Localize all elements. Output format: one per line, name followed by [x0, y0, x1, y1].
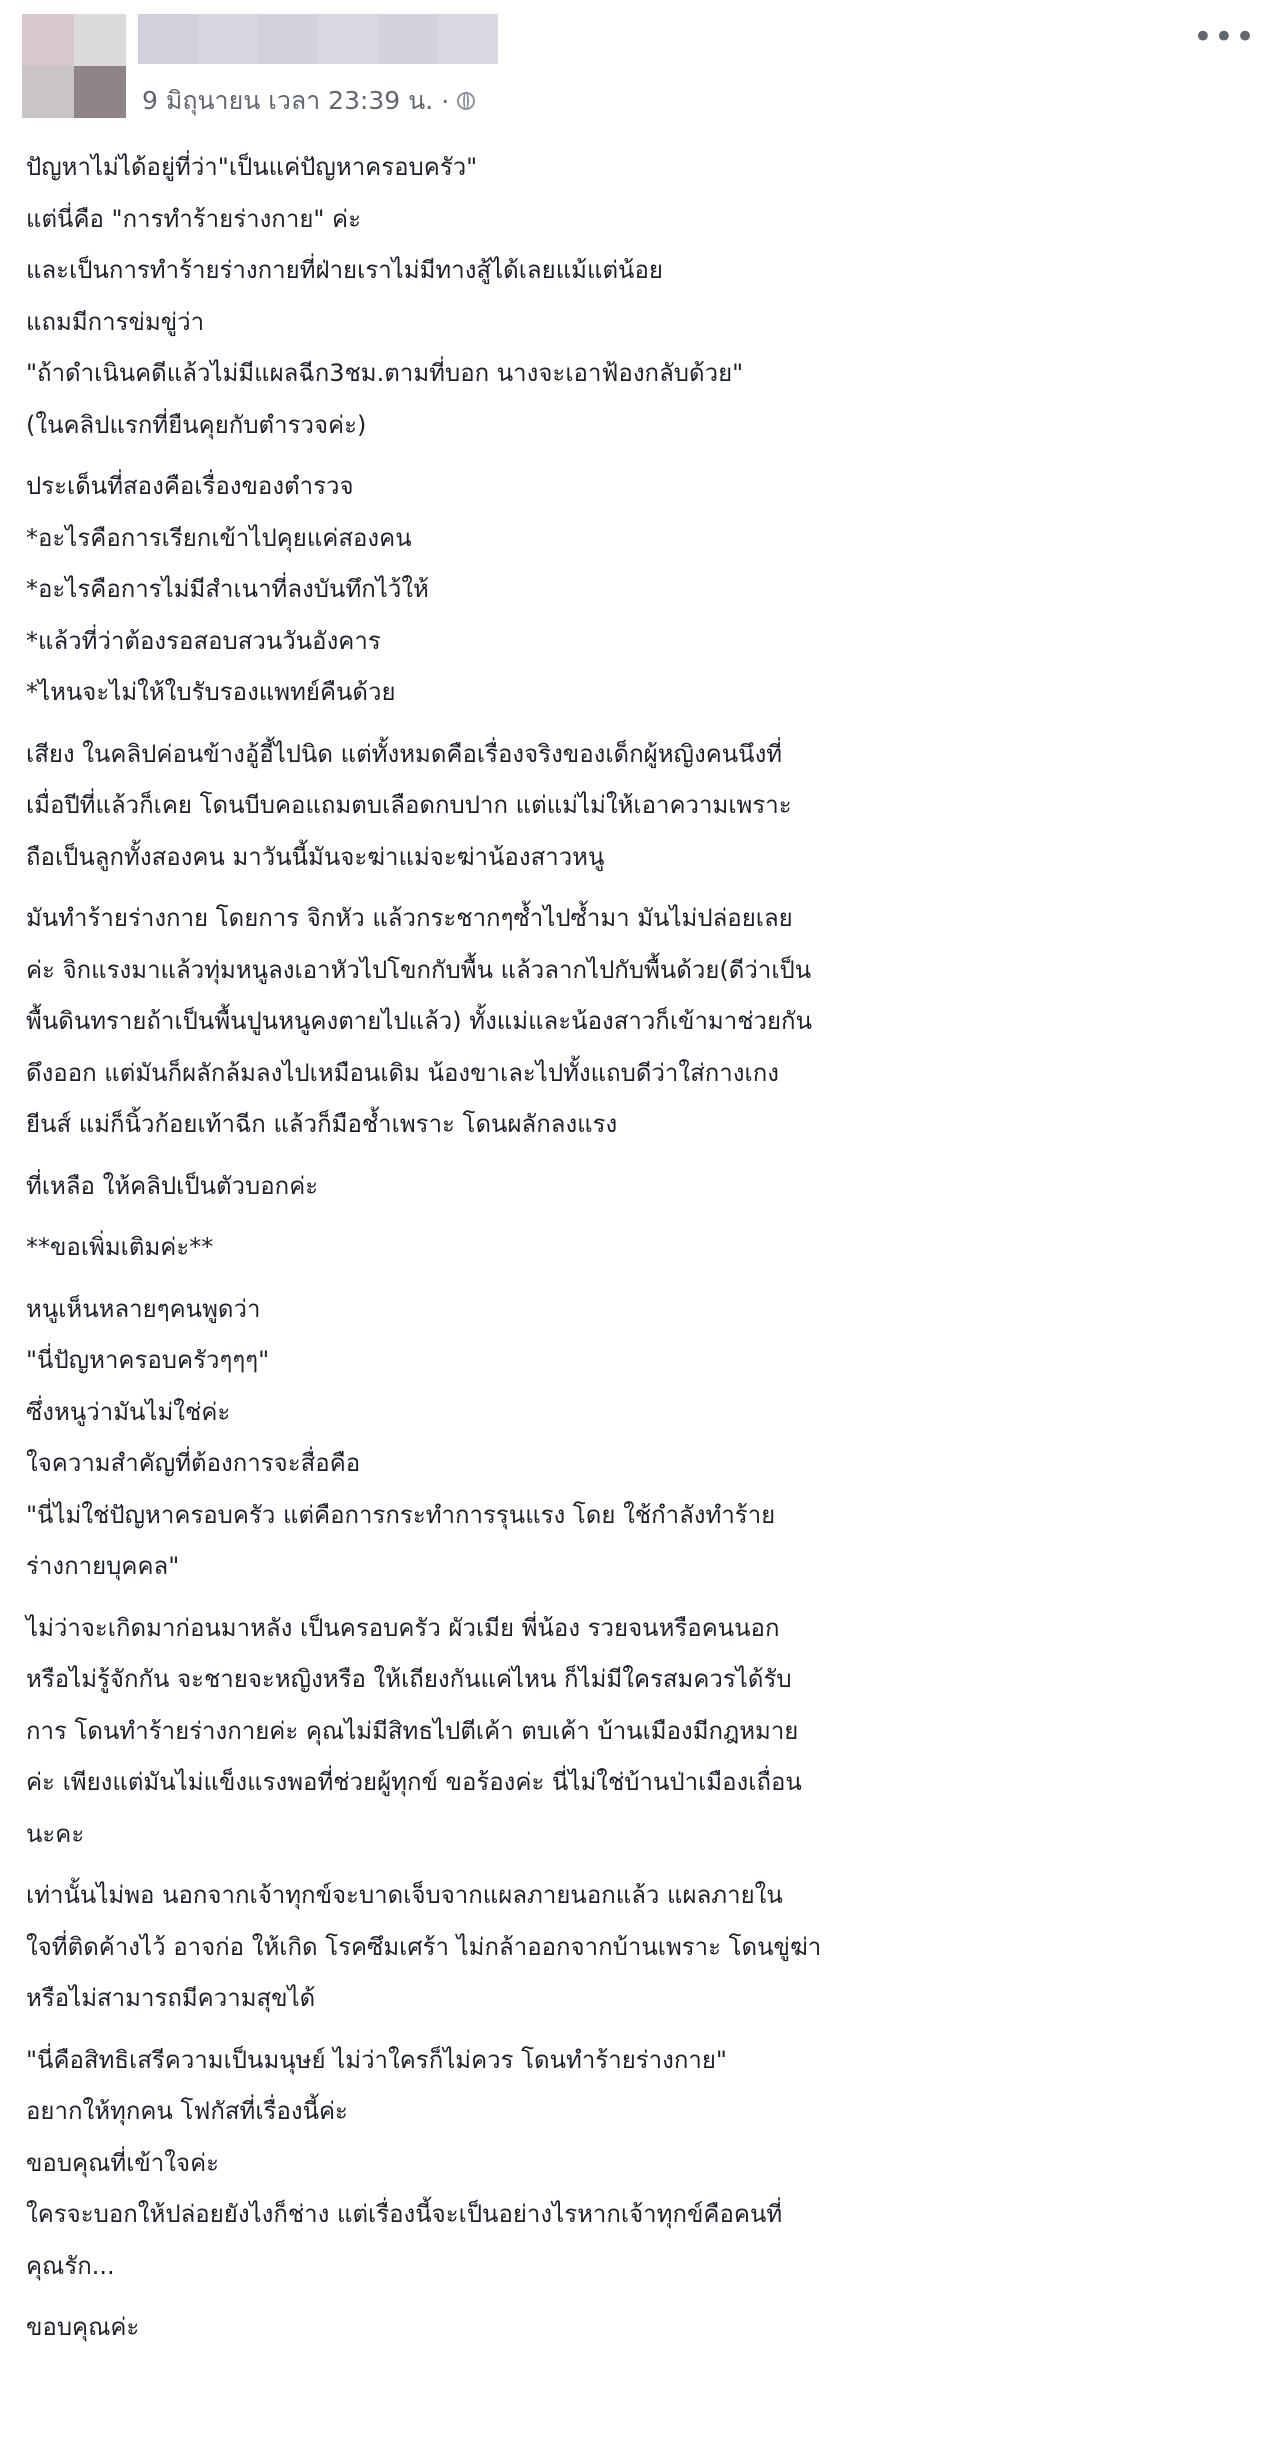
- post-text-line: ซึ่งหนูว่ามันไม่ใช่ค่ะ: [26, 1397, 231, 1426]
- post-text-line: "นี่ไม่ใช่ปัญหาครอบครัว แต่คือการกระทำการรุนแรง โดย ใช้กำลังทำร้าย: [26, 1500, 776, 1529]
- post-body: [26, 142, 1258, 2364]
- post-text-line: ประเด็นที่สองคือเรื่องของตำรวจ: [26, 472, 354, 500]
- post-text-line: ถือเป็นลูกทั้งสองคน มาวันนี้มันจะฆ่าแม่จะฆ่าน้องสาวหนู: [26, 842, 605, 871]
- post-text-line: ไม่ว่าจะเกิดมาก่อนมาหลัง เป็นครอบครัว ผัวเมีย พี่น้อง รวยจนหรือคนนอก: [26, 1613, 780, 1642]
- post-timestamp[interactable]: 9 มิถุนายน เวลา 23:39 น.: [142, 86, 434, 115]
- post-text-line: *ไหนจะไม่ให้ใบรับรองแพทย์คืนด้วย: [26, 678, 396, 706]
- more-options-button[interactable]: •••: [1192, 17, 1256, 57]
- post-text-line: "นี่ปัญหาครอบครัวๆๆๆ": [26, 1346, 270, 1374]
- post-meta: [142, 84, 475, 118]
- post-paragraph: [26, 893, 1258, 1151]
- post-text-line: ร่างกายบุคคล": [26, 1552, 180, 1580]
- post-text-line: คุณรัก...: [26, 2251, 115, 2280]
- post-text-line: ใครจะบอกให้ปล่อยยังไงก็ช่าง แต่เรื่องนี้จะเป็นอย่างไรหากเจ้าทุกข์คือคนที่: [26, 2200, 783, 2228]
- post-text-line: ยีนส์ แม่ก็นิ้วก้อยเท้าฉีก แล้วก็มือช้ำเพราะ โดนผลักลงแรง: [26, 1110, 618, 1138]
- post-text-line: ใจที่ติดค้างไว้ อาจก่อ ให้เกิด โรคซึมเศร้า ไม่กล้าออกจากบ้านเพราะ โดนขู่ฆ่า: [26, 1932, 822, 1961]
- post-text-line: มันทำร้ายร่างกาย โดยการ จิกหัว แล้วกระชากๆซ้ำไปซ้ำมา มันไม่ปล่อยเลย: [26, 904, 793, 932]
- post-text-line: *อะไรคือการไม่มีสำเนาที่ลงบันทึกไว้ให้: [26, 575, 429, 603]
- post-paragraph: [26, 1870, 1258, 2025]
- post-text-line: การ โดนทำร้ายร่างกายค่ะ คุณไม่มีสิทธไปตีเค้า ตบเค้า บ้านเมืองมีกฎหมาย: [26, 1716, 799, 1745]
- post-text-line: แถมมีการข่มขู่ว่า: [26, 307, 205, 336]
- post-text-line: ใจความสำคัญที่ต้องการจะสื่อคือ: [26, 1449, 361, 1477]
- post-text-line: นะคะ: [26, 1819, 85, 1848]
- post-text-line: ที่เหลือ ให้คลิปเป็นตัวบอกค่ะ: [26, 1171, 319, 1200]
- post-text-line: แต่นี่คือ "การทำร้ายร่างกาย" ค่ะ: [26, 204, 361, 233]
- globe-icon[interactable]: [457, 92, 475, 110]
- post-text-line: "ถ้าดำเนินคดีแล้วไม่มีแผลฉีก3ชม.ตามที่บอก นางจะเอาฟ้องกลับด้วย": [26, 359, 744, 387]
- post-text-line: หนูเห็นหลายๆคนพูดว่า: [26, 1294, 261, 1323]
- post-paragraph: [26, 142, 1258, 451]
- post-text-line: เท่านั้นไม่พอ นอกจากเจ้าทุกข์จะบาดเจ็บจากแผลภายนอกแล้ว แผลภายใน: [26, 1881, 783, 1909]
- post-paragraph: [26, 1161, 1258, 1213]
- post-paragraph: [26, 1603, 1258, 1861]
- post-text-line: (ในคลิปแรกที่ยืนคุยกับตำรวจค่ะ): [26, 410, 367, 439]
- avatar[interactable]: [22, 14, 126, 118]
- post-paragraph: [26, 729, 1258, 884]
- post-paragraph: [26, 1222, 1258, 1274]
- post-paragraph: [26, 2302, 1258, 2354]
- post-text-line: *แล้วที่ว่าต้องรอสอบสวนวันอังคาร: [26, 626, 381, 655]
- post-text-line: หรือไม่รู้จักกัน จะชายจะหญิงหรือ ให้เถียงกันแค่ไหน ก็ไม่มีใครสมควรได้รับ: [26, 1665, 792, 1693]
- post-text-line: พื้นดินทรายถ้าเป็นพื้นปูนหนูคงตายไปแล้ว) ทั้งแม่และน้องสาวก็เข้ามาช่วยกัน: [26, 1007, 812, 1035]
- post-paragraph: [26, 461, 1258, 719]
- post-text-line: และเป็นการทำร้ายร่างกายที่ฝ่ายเราไม่มีทางสู้ได้เลยแม้แต่น้อย: [26, 256, 663, 284]
- post-text-line: ค่ะ จิกแรงมาแล้วทุ่มหนูลงเอาหัวไปโขกกับพื้น แล้วลากไปกับพื้นด้วย(ดีว่าเป็น: [26, 955, 812, 984]
- post-text-line: ขอบคุณที่เข้าใจค่ะ: [26, 2148, 220, 2177]
- post-text-line: *อะไรคือการเรียกเข้าไปคุยแค่สองคน: [26, 523, 412, 552]
- post-text-line: ดึงออก แต่มันก็ผลักล้มลงไปเหมือนเดิม น้องขาเละไปทั้งแถบดีว่าใส่กางเกง: [26, 1058, 779, 1087]
- blurred-author-name[interactable]: [138, 14, 498, 64]
- post-text-line: **ขอเพิ่มเติมค่ะ**: [26, 1233, 214, 1261]
- post-text-line: ค่ะ เพียงแต่มันไม่แข็งแรงพอที่ช่วยผู้ทุกข์ ขอร้องค่ะ นี่ไม่ใช่บ้านป่าเมืองเถื่อน: [26, 1768, 802, 1796]
- post-text-line: "นี่คือสิทธิเสรีความเป็นมนุษย์ ไม่ว่าใครก็ไม่ควร โดนทำร้ายร่างกาย": [26, 2045, 727, 2074]
- post-paragraph: [26, 1284, 1258, 1593]
- post-text-line: ขอบคุณค่ะ: [26, 2313, 140, 2341]
- post-text-line: อยากให้ทุกคน โฟกัสที่เรื่องนี้ค่ะ: [26, 2097, 348, 2125]
- post-text-line: หรือไม่สามารถมีความสุขได้: [26, 1984, 316, 2012]
- meta-separator: ·: [441, 86, 450, 116]
- post-header: [0, 0, 1280, 120]
- post-text-line: เมื่อปีที่แล้วก็เคย โดนบีบคอแถมตบเลือดกบปาก แต่แม่ไม่ให้เอาความเพราะ: [26, 791, 792, 819]
- post-text-line: เสียง ในคลิปค่อนข้างอู้อี้ไปนิด แต่ทั้งหมดคือเรื่องจริงของเด็กผู้หญิงคนนึงที่: [26, 739, 783, 768]
- post-paragraph: [26, 2035, 1258, 2293]
- post-text-line: ปัญหาไม่ได้อยู่ที่ว่า"เป็นแค่ปัญหาครอบครัว": [26, 153, 478, 181]
